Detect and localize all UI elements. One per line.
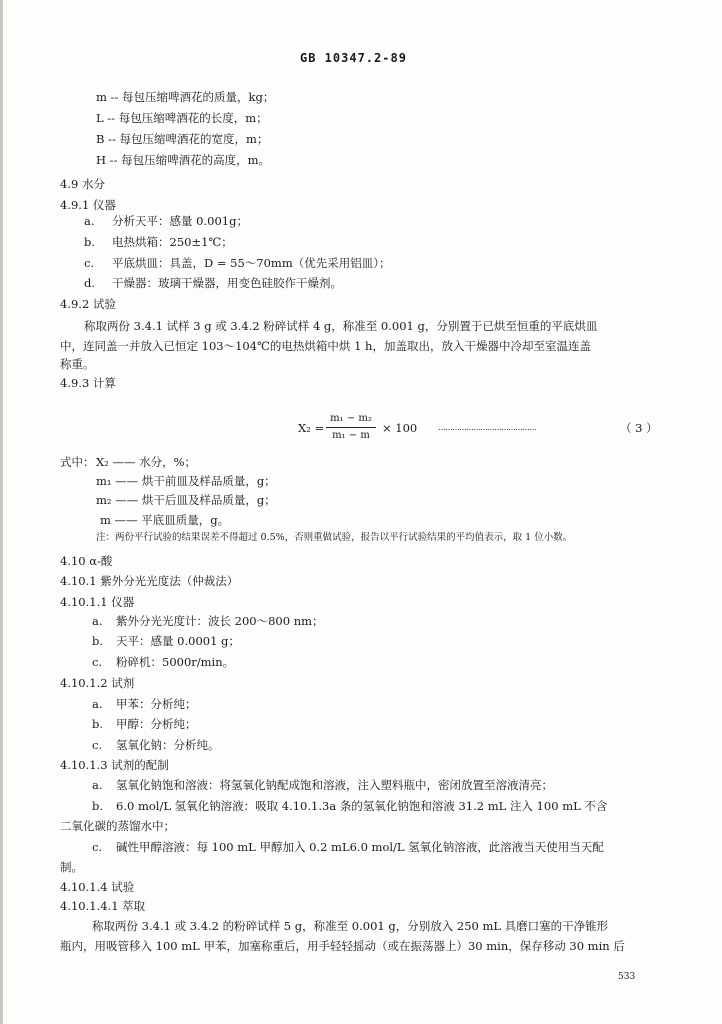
variable-definition: m —— 平底皿质量，g。: [100, 513, 230, 527]
subsection-heading: 4.10.1.2 试剂: [60, 676, 135, 690]
paragraph-line: 称重。: [60, 357, 95, 371]
list-item-letter: b.: [84, 235, 96, 249]
variable-definition: m₂ —— 烘干后皿及样品质量，g；: [96, 493, 276, 507]
definition-line: H -- 每包压缩啤酒花的高度，m。: [96, 153, 271, 167]
subsection-heading: 4.10.1.4 试验: [60, 880, 135, 894]
list-item-text: 平底烘皿：具盖，D = 55～70mm（优先采用铝皿）；: [112, 256, 391, 270]
subsection-heading: 4.9.3 计算: [60, 376, 116, 390]
list-item-letter: b.: [92, 634, 104, 648]
formula-lhs: X₂ =: [298, 421, 325, 435]
definition-line: L -- 每包压缩啤酒花的长度，m；: [96, 111, 268, 125]
paragraph-line: 瓶内，用吸管移入 100 mL 甲苯，加塞称重后，用手轻轻摇动（或在振荡器上）30 min，保存移动 30 min 后: [60, 939, 625, 953]
list-item-letter: c.: [92, 738, 103, 752]
formula-multiplier: × 100: [382, 421, 418, 435]
list-item-text: 干燥器：玻璃干燥器，用变色硅胶作干燥剂。: [112, 276, 342, 290]
list-item-letter: a.: [92, 614, 103, 628]
scan-edge: [0, 0, 3, 1024]
list-item-letter: c.: [84, 256, 95, 270]
subsection-heading: 4.10.1.3 试剂的配制: [60, 758, 169, 772]
list-item-letter: c.: [92, 840, 103, 854]
formula-leader: ……………………………………: [438, 423, 536, 432]
list-item-text: 氢氧化钠饱和溶液：将氢氧化钠配成饱和溶液，注入塑料瓶中，密闭放置至溶液清亮；: [116, 778, 553, 792]
list-item-text: 天平：感量 0.0001 g；: [116, 634, 240, 648]
list-item-text: 分析天平：感量 0.001g；: [112, 214, 248, 228]
subsection-heading: 4.9.2 试验: [60, 297, 116, 311]
formula-fraction-bar: [326, 427, 376, 428]
list-item-text: 粉碎机：5000r/min。: [116, 655, 235, 669]
list-item-letter: a.: [84, 214, 95, 228]
list-item-letter: b.: [92, 799, 104, 813]
list-item-text: 紫外分光光度计：波长 200～800 nm；: [116, 614, 324, 628]
subsection-heading: 4.10.1 紫外分光光度法（仲裁法）: [60, 574, 239, 588]
paragraph-line: 称取两份 3.4.1 试样 3 g 或 3.4.2 粉碎试样 4 g，称准至 0.001 g，分别置于已烘至恒重的平底烘皿: [84, 319, 598, 333]
formula-denominator: m₁ − m: [332, 430, 370, 441]
paragraph-line: 二氧化碳的蒸馏水中；: [60, 819, 175, 833]
section-heading: 4.10 α-酸: [60, 554, 113, 568]
list-item-letter: b.: [92, 717, 104, 731]
page-number: 533: [618, 972, 636, 982]
section-heading: 4.9 水分: [60, 177, 105, 191]
list-item-text: 电热烘箱：250±1℃；: [112, 235, 233, 249]
paragraph-line: 称取两份 3.4.1 或 3.4.2 的粉碎试样 5 g，称准至 0.001 g，分别放入 250 mL 具磨口塞的干净锥形: [92, 919, 609, 933]
formula-numerator: m₁ − m₂: [330, 413, 372, 424]
list-item-letter: d.: [84, 276, 96, 290]
note-text: 注：两份平行试验的结果误差不得超过 0.5%，否则重做试验，报告以平行试验结果的平均值表示，取 1 位小数。: [96, 532, 573, 543]
list-item-text: 甲醇：分析纯；: [116, 717, 197, 731]
list-item-text: 甲苯：分析纯；: [116, 697, 197, 711]
list-item-letter: a.: [92, 778, 103, 792]
variable-definition: m₁ —— 烘干前皿及样品质量，g；: [96, 474, 276, 488]
list-item-text: 碱性甲醇溶液：每 100 mL 甲醇加入 0.2 mL6.0 mol/L 氢氧化钠溶液，此溶液当天使用当天配: [116, 840, 604, 854]
subsection-heading: 4.10.1.1 仪器: [60, 595, 135, 609]
where-label: 式中：: [60, 455, 95, 469]
standard-number-header: GB 10347.2-89: [300, 51, 407, 65]
paragraph-line: 制。: [60, 860, 83, 874]
list-item-letter: c.: [92, 655, 103, 669]
formula-equation-number: （ 3 ）: [620, 421, 658, 435]
definition-line: m -- 每包压缩啤酒花的质量，kg；: [96, 90, 275, 104]
list-item-letter: a.: [92, 697, 103, 711]
subsection-heading: 4.9.1 仪器: [60, 198, 116, 212]
list-item-text: 氢氧化钠：分析纯。: [116, 738, 220, 752]
subsection-heading: 4.10.1.4.1 萃取: [60, 899, 146, 913]
variable-definition: X₂ —— 水分，%；: [96, 455, 197, 469]
paragraph-line: 中，连同盖一并放入已恒定 103～104℃的电热烘箱中烘 1 h，加盖取出，放入干燥器中冷却至室温连盖: [60, 339, 591, 353]
list-item-text: 6.0 mol/L 氢氧化钠溶液：吸取 4.10.1.3a 条的氢氧化钠饱和溶液 31.2 mL 注入 100 mL 不含: [116, 799, 608, 813]
definition-line: B -- 每包压缩啤酒花的宽度，m；: [96, 132, 269, 146]
